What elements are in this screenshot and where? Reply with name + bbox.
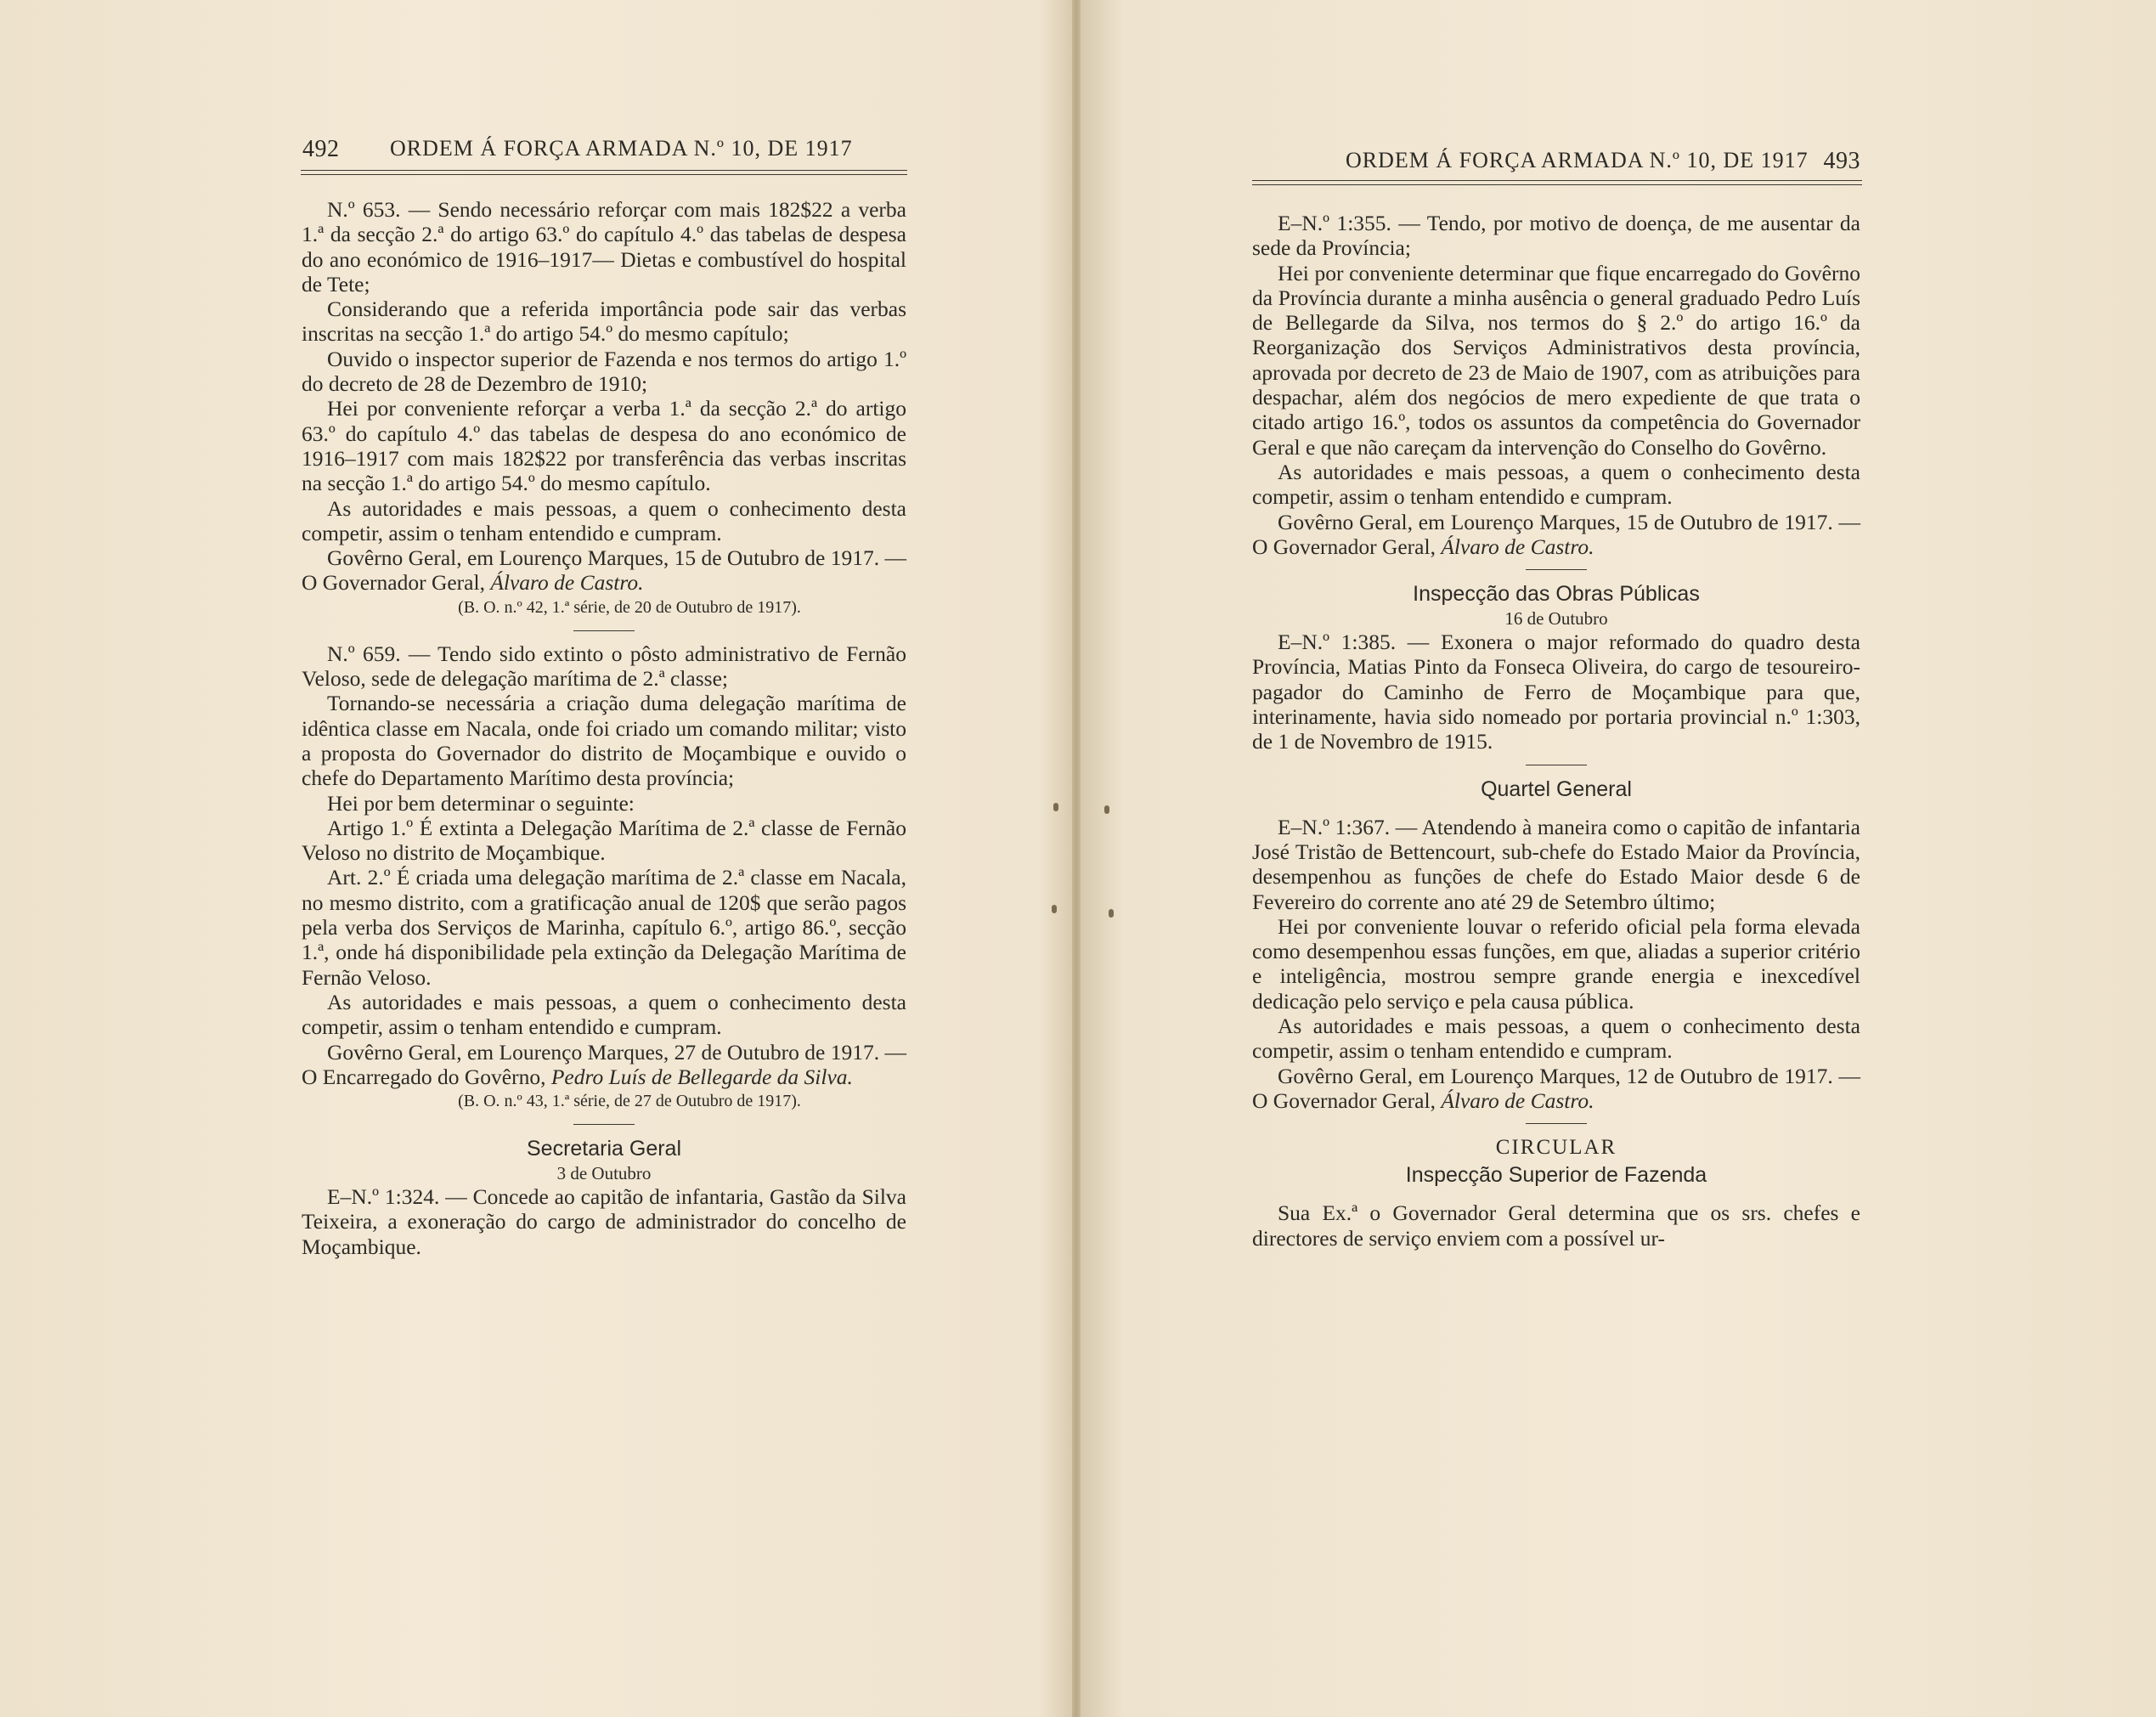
signature-name: Pedro Luís de Bellegarde da Silva. <box>550 1064 853 1089</box>
section-separator <box>1526 1123 1587 1124</box>
binding-mark <box>1104 805 1109 814</box>
book-gutter <box>1072 0 1081 1717</box>
paragraph: E–N.º 1:355. — Tendo, por motivo de doença, de me ausentar da sede da Província; <box>1252 211 1860 261</box>
section-date: 3 de Outubro <box>556 1163 652 1184</box>
section-separator <box>573 1124 635 1125</box>
paragraph: As autoridades e mais pessoas, a quem o conhecimento desta competir, assim o tenham entendido e cumpram. <box>302 495 906 545</box>
paragraph: As autoridades e mais pessoas, a quem o conhecimento desta competir, assim o tenham entendido e cumpram. <box>1252 459 1860 510</box>
page-number: 493 <box>1823 148 1860 174</box>
paragraph: E–N.º 1:367. — Atendendo à maneira como o capitão de infantaria José Tristão de Bettencourt, sub-chefe do Estado Maior da Província, desempenhou as funções de chefe do Estado Maior desde 6 de Fevereiro do corrente ano até 29 de Setembro último; <box>1252 814 1860 914</box>
running-title: ORDEM Á FORÇA ARMADA N.º 10, DE 1917 <box>390 136 853 161</box>
paragraph: Tornando-se necessária a criação duma delegação marítima de idêntica classe em Nacala, onde foi criado um comando militar; visto a proposta do Governador do distrito de Moçambique e ouvido o chefe do Departamento Marítimo desta província; <box>302 691 906 791</box>
paragraph: Hei por conveniente reforçar a verba 1.ª da secção 2.ª do artigo 63.º do capítulo 4.º das tabelas de despesa do ano económico de 1916–1917 com mais 182$22 por transferência das verbas inscritas na secção 1.ª do artigo 54.º do mesmo capítulo. <box>302 396 906 496</box>
source-citation: (B. O. n.º 43, 1.ª série, de 27 de Outubro de 1917). <box>458 1092 801 1111</box>
section-separator <box>573 630 635 631</box>
section-heading: Quartel General <box>1481 777 1632 801</box>
signature-text: Govêrno Geral, em Lourenço Marques, 15 de Outubro de 1917. — O Governador Geral, <box>302 545 906 596</box>
paragraph: Hei por conveniente determinar que fique encarregado do Govêrno da Província durante a minha ausência o general graduado Pedro Luís de Bellegarde da Silva, nos termos do § 2.º do artigo 16.º da Reorganização dos Serviços Administrativos desta província, aprovada por decreto de 23 de Maio de 1907, com as atribuições para despachar, além dos negócios de mero expediente de que trata o citado artigo 16.º, todos os assuntos da competência do Governador Geral e que não careçam da intervenção do Conselho do Govêrno. <box>1252 260 1860 460</box>
section-heading: Inspecção Superior de Fazenda <box>1405 1163 1707 1188</box>
header-rule <box>301 170 907 175</box>
left-running-head <box>302 136 907 163</box>
signature-text: Govêrno Geral, em Lourenço Marques, 27 de Outubro de 1917. — O Encarregado do Govêrno, <box>302 1039 906 1089</box>
signature-name: Álvaro de Castro. <box>1441 534 1594 559</box>
circular-label: CIRCULAR <box>1495 1136 1617 1160</box>
paragraph: E–N.º 1:385. — Exonera o major reformado do quadro desta Província, Matias Pinto da Fonseca Oliveira, do cargo de tesoureiro-pagador do Caminho de Ferro de Moçambique para que, interinamente, havia sido nomeado por portaria provincial n.º 1:303, de 1 de Novembro de 1915. <box>1252 630 1860 754</box>
paragraph: As autoridades e mais pessoas, a quem o conhecimento desta competir, assim o tenham entendido e cumpram. <box>1252 1014 1860 1064</box>
binding-mark <box>1052 905 1057 913</box>
paragraph: Ouvido o inspector superior de Fazenda e nos termos do artigo 1.º do decreto de 28 de Dezembro de 1910; <box>302 346 906 397</box>
right-column <box>1252 211 1860 1251</box>
signature-line <box>1252 1064 1860 1114</box>
section-date: 16 de Outubro <box>1504 608 1608 630</box>
paragraph: As autoridades e mais pessoas, a quem o conhecimento desta competir, assim o tenham entendido e cumpram. <box>302 989 906 1040</box>
signature-name: Álvaro de Castro. <box>1441 1087 1594 1113</box>
section-heading: Inspecção das Obras Públicas <box>1413 582 1700 607</box>
source-citation: (B. O. n.º 42, 1.ª série, de 20 de Outubro de 1917). <box>458 597 801 617</box>
paragraph: Considerando que a referida importância pode sair das verbas inscritas na secção 1.ª do artigo 54.º do mesmo capítulo; <box>302 297 906 347</box>
paragraph: N.º 659. — Tendo sido extinto o pôsto administrativo de Fernão Veloso, sede de delegação marítima de 2.ª classe; <box>302 641 906 692</box>
paragraph: N.º 653. — Sendo necessário reforçar com mais 182$22 a verba 1.ª da secção 2.ª do artigo 63.º do capítulo 4.º das tabelas de despesa do ano económico de 1916–1917— Dietas e combustível do hospital de Tete; <box>302 197 906 297</box>
signature-line <box>302 545 906 596</box>
paragraph: Sua Ex.ª o Governador Geral determina que os srs. chefes e directores de serviço enviem com a possível ur- <box>1252 1200 1860 1251</box>
paragraph: Hei por conveniente louvar o referido oficial pela forma elevada como desempenhou essas funções, em que, aliadas a superior critério e inteligência, mostrou sempre grande energia e inexcedível dedicação pelo serviço e pela causa pública. <box>1252 913 1860 1014</box>
page-number: 492 <box>302 136 340 162</box>
paragraph: Hei por bem determinar o seguinte: <box>327 790 635 816</box>
binding-mark <box>1053 803 1058 811</box>
signature-text: Govêrno Geral, em Lourenço Marques, 12 de Outubro de 1917. — O Governador Geral, <box>1252 1063 1860 1113</box>
section-separator <box>1526 569 1587 570</box>
header-rule <box>1252 180 1862 185</box>
signature-line <box>1252 510 1860 560</box>
signature-line <box>302 1040 906 1090</box>
signature-text: Govêrno Geral, em Lourenço Marques, 15 de Outubro de 1917. — O Governador Geral, <box>1252 509 1860 559</box>
section-heading: Secretaria Geral <box>526 1137 682 1161</box>
running-title: ORDEM Á FORÇA ARMADA N.º 10, DE 1917 <box>1346 148 1809 172</box>
paragraph: Art. 2.º É criada uma delegação marítima de 2.ª classe em Nacala, no mesmo distrito, com a gratificação anual de 120$ que serão pagos pela verba dos Serviços de Marinha, capítulo 6.º, artigo 86.º, secção 1.ª, onde há disponibilidade pela extinção da Delegação Marítima de Fernão Veloso. <box>302 865 906 990</box>
binding-mark <box>1109 909 1114 918</box>
paragraph: Artigo 1.º É extinta a Delegação Marítima de 2.ª classe de Fernão Veloso no distrito de Moçambique. <box>302 815 906 866</box>
left-column <box>302 197 906 1259</box>
signature-name: Álvaro de Castro. <box>490 570 644 596</box>
paragraph: E–N.º 1:324. — Concede ao capitão de infantaria, Gastão da Silva Teixeira, a exoneração do cargo de administrador do concelho de Moçambique. <box>302 1184 906 1259</box>
